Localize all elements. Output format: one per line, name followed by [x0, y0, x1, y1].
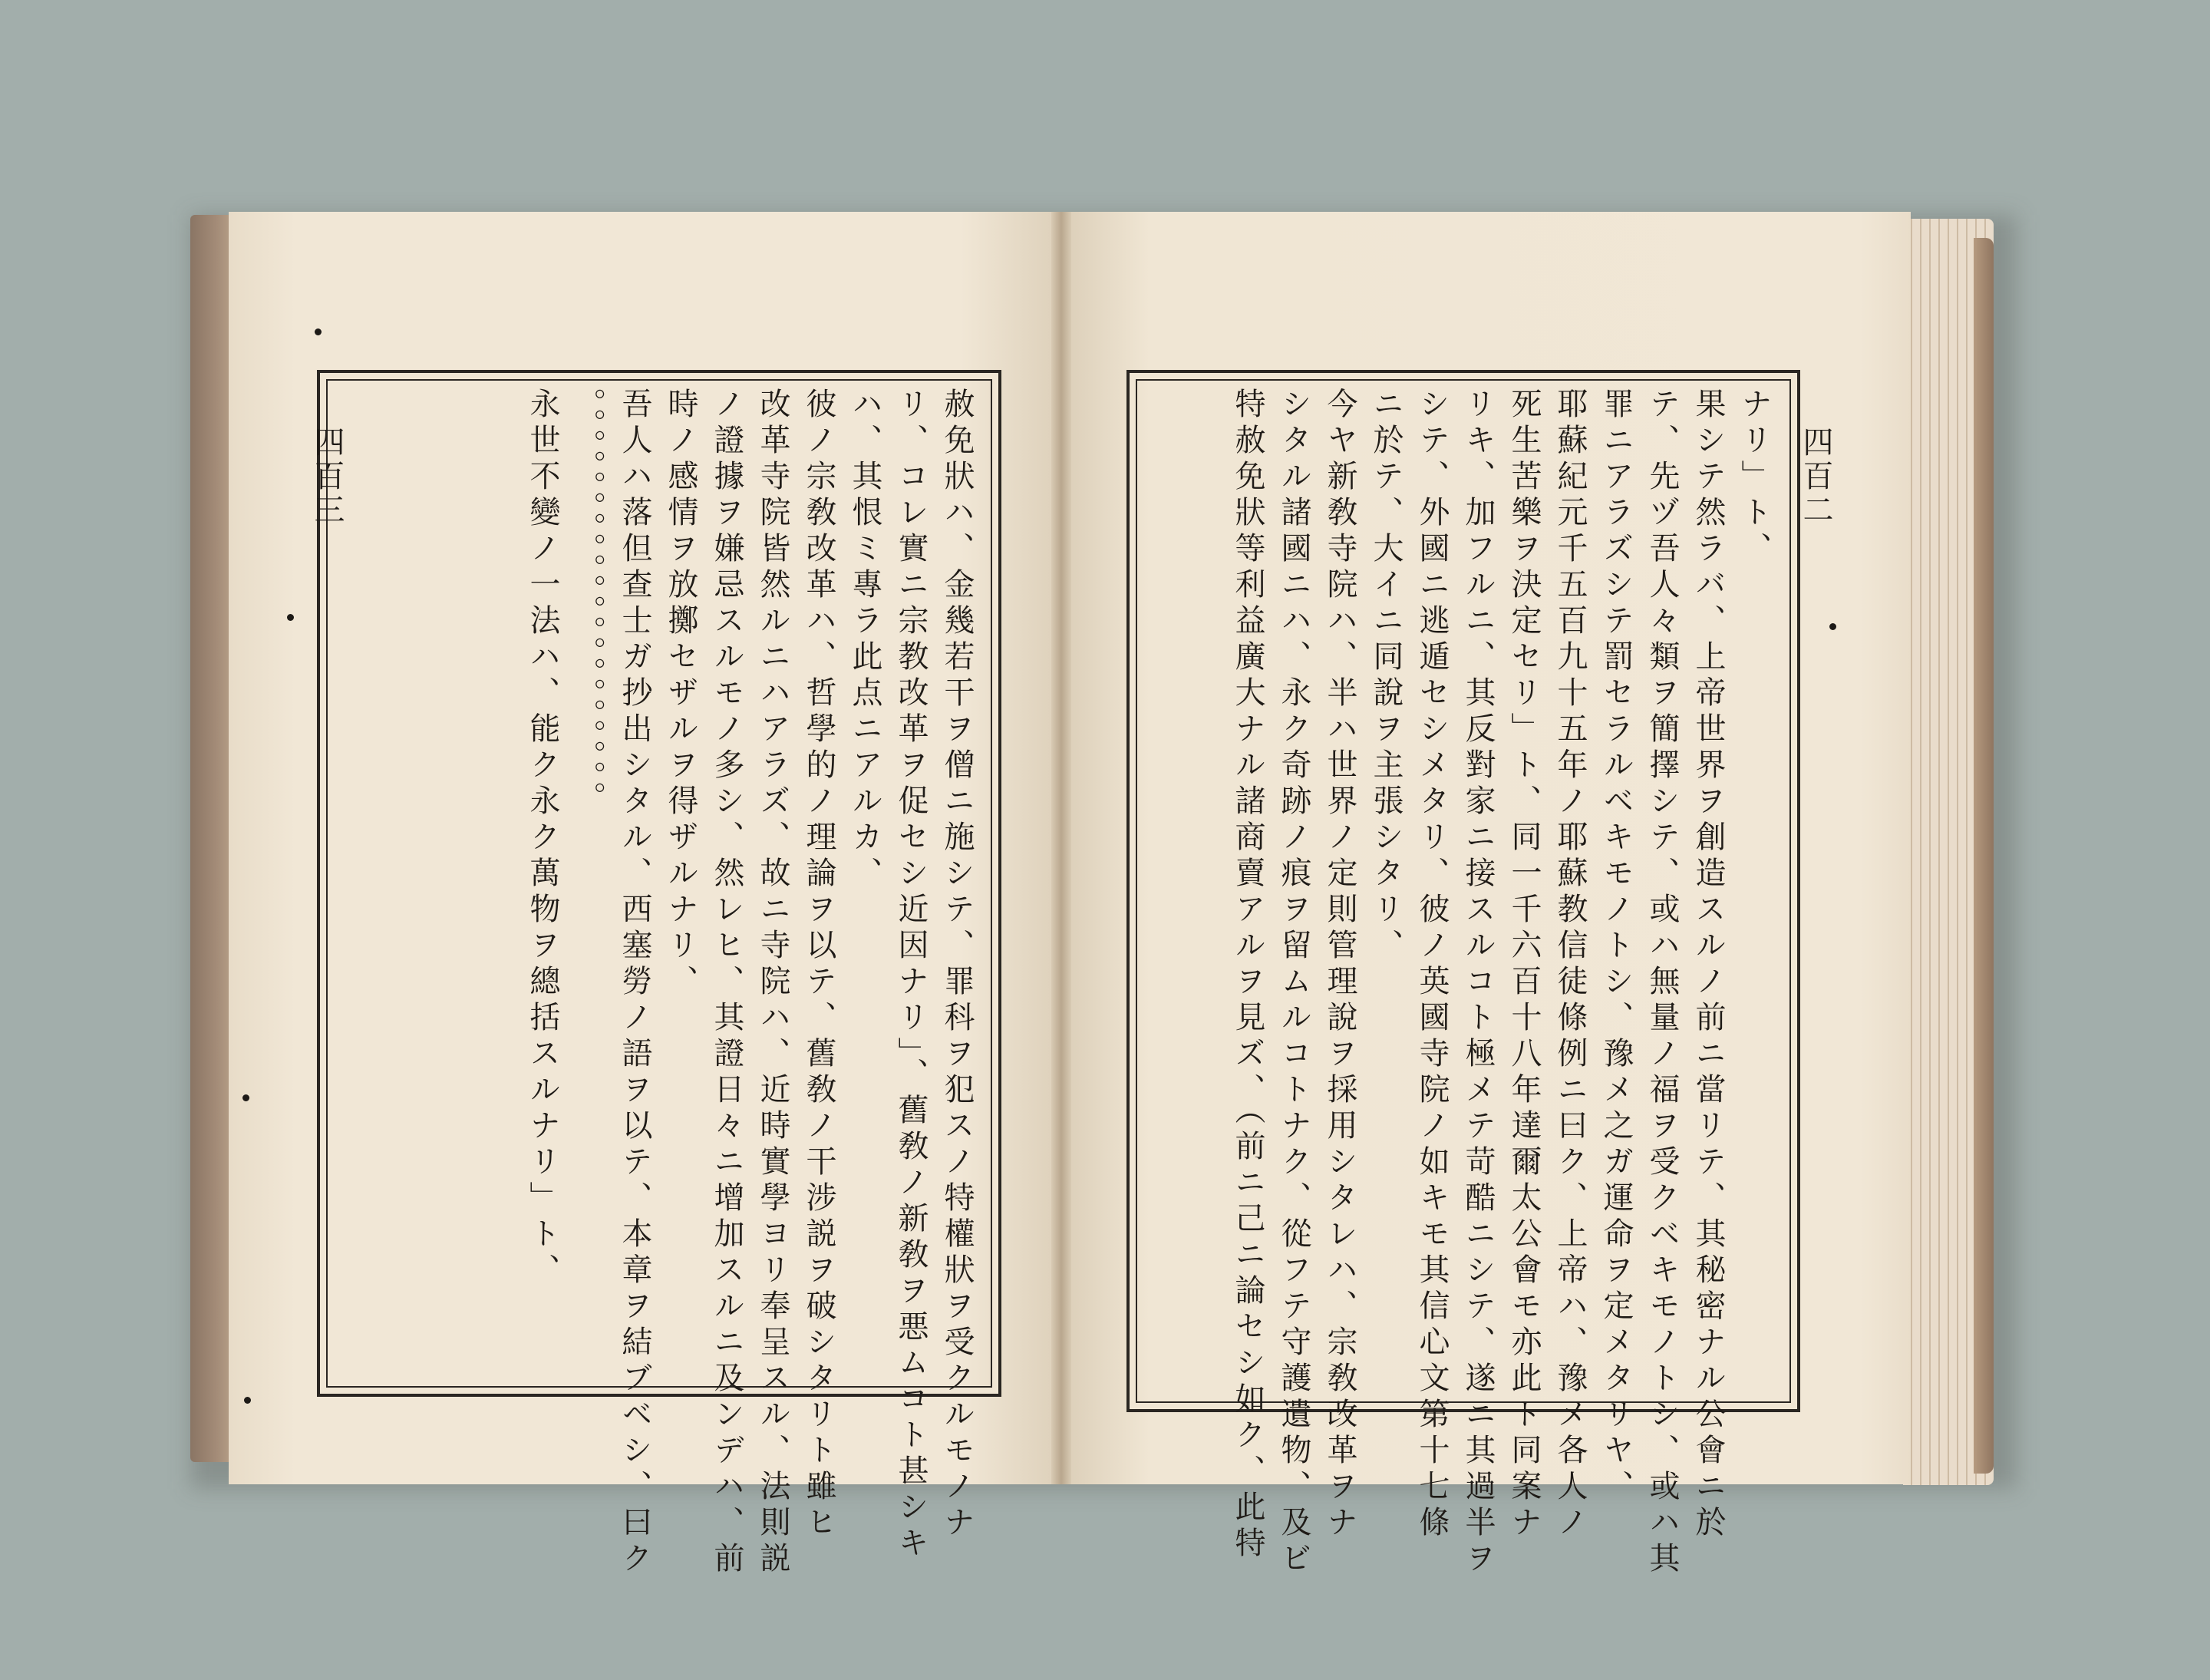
text-column: 今ヤ新敎寺院ハ、半ハ世界ノ定則管理說ヲ採用シタレハ、宗敎改革ヲナ	[1322, 388, 1357, 1542]
binding-hole	[242, 1094, 249, 1101]
text-column: 果シテ然ラバ、上帝世界ヲ創造スルノ前ニ當リテ、其秘密ナル公會ニ於	[1690, 388, 1726, 1542]
left-page-text	[335, 388, 980, 1578]
text-column: リ、コレ實ニ宗教改革ヲ促セシ近因ナリ」、舊敎ノ新敎ヲ悪ムコト甚シキ	[893, 388, 929, 1563]
text-column: 死生苦樂ヲ決定セリ」ト、同一千六百十八年達爾太公會モ亦此ト同案ナ	[1506, 388, 1542, 1542]
text-column: ナリ」ト、	[1737, 388, 1772, 568]
text-column: 。。。。。。。。。。。。。。。。。。。。	[571, 388, 606, 817]
right-page-text	[1148, 388, 1777, 1578]
text-column: 吾人ハ落但查士ガ抄出シタル、西塞勞ノ語ヲ以テ、本章ヲ結ブベシ、曰ク	[617, 388, 652, 1578]
binding-hole	[1829, 623, 1836, 630]
text-column: 改革寺院皆然ルニハアラズ、故ニ寺院ハ、近時實學ヨリ奉呈スル、法則説	[755, 388, 790, 1578]
text-column: リキ、加フルニ、其反對家ニ接スルコト極メテ苛酷ニシテ、遂ニ其過半ヲ	[1460, 388, 1496, 1578]
text-column: 罪ニアラズシテ罰セラルベキモノトシ、豫メ之ガ運命ヲ定メタリヤ、	[1598, 388, 1634, 1506]
book-gutter	[1051, 212, 1071, 1484]
text-column: 赦免狀ハ、金幾若干ヲ僧ニ施シテ、罪科ヲ犯スノ特權狀ヲ受クルモノナ	[939, 388, 975, 1542]
text-column: ノ證據ヲ嫌忌スルモノ多シ、然レヒ、其證日々ニ增加スルニ及ンデハ、前	[709, 388, 744, 1578]
text-column: ハ、其恨ミ專ラ此点ニアルカ、	[847, 388, 882, 893]
text-column: ニ於テ、大イニ同說ヲ主張シタリ、	[1368, 388, 1404, 965]
binding-hole	[244, 1397, 251, 1404]
text-column: 耶蘇紀元千五百九十五年ノ耶蘇教信徒條例ニ曰ク、上帝ハ、豫メ各人ノ	[1552, 388, 1588, 1542]
right-page-number: 四百二	[1798, 426, 1833, 527]
left-page-number: 四百三	[309, 426, 345, 527]
text-column: 特赦免狀等利益廣大ナル諸商賣アルヲ見ズ、（前ニ己ニ論セシ如ク、此特	[1230, 388, 1265, 1563]
text-column: シテ、外國ニ逃遁セシメタリ、彼ノ英國寺院ノ如キモ其信心文第十七條	[1414, 388, 1450, 1542]
binding-hole	[315, 328, 322, 335]
binding-hole	[287, 614, 294, 621]
text-column: 時ノ感情ヲ放擲セザルヲ得ザルナリ、	[663, 388, 698, 1001]
text-column: シタル諸國ニハ、永ク奇跡ノ痕ヲ留ムルコトナク、從フテ守護遺物、及ビ	[1276, 388, 1311, 1578]
text-column: テ、先ヅ吾人々類ヲ簡擇シテ、或ハ無量ノ福ヲ受クベキモノトシ、或ハ其	[1644, 388, 1680, 1578]
text-column: 永世不變ノ一法ハ、能ク永ク萬物ヲ總括スルナリ」ト、	[525, 388, 560, 1289]
text-column: 彼ノ宗敎改革ハ、哲學的ノ理論ヲ以テ、舊敎ノ干涉説ヲ破シタリト雖ヒ	[801, 388, 836, 1542]
book-cover-edge-right	[1974, 238, 1994, 1474]
